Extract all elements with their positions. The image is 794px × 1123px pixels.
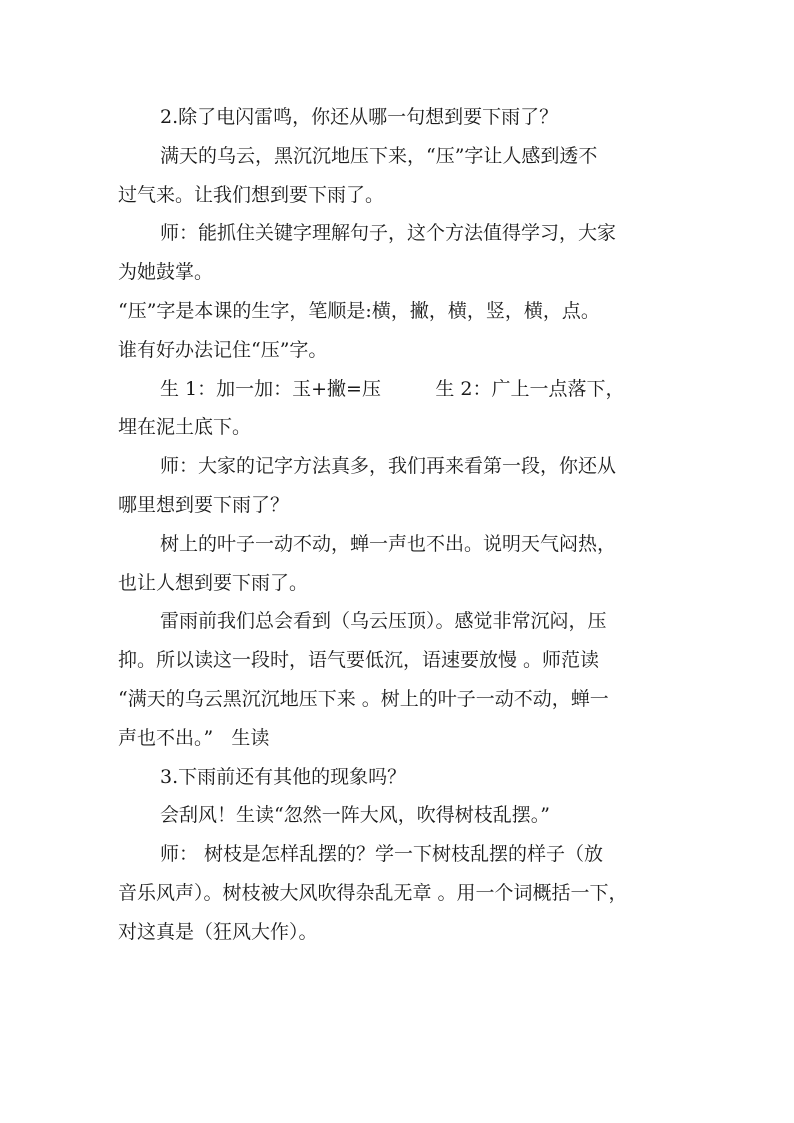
text-line-19: 会刮风！生读“忽然一阵大风，吹得树枝乱摆。” <box>160 804 550 827</box>
text-line-20: 师： 树枝是怎样乱摆的？学一下树枝乱摆的样子（放 <box>160 843 604 866</box>
text-line-15: 抑。所以读这一段时，语气要低沉，语速要放慢 。师范读 <box>118 649 600 672</box>
text-line-22: 对这真是（狂风大作）。 <box>118 920 318 943</box>
text-line-18: 3.下雨前还有其他的现象吗？ <box>160 765 407 788</box>
text-line-4: 师：能抓住关键字理解句子，这个方法值得学习，大家 <box>160 222 617 245</box>
text-line-7: 谁有好办法记住“压”字。 <box>118 338 328 361</box>
text-line-11: 哪里想到要下雨了？ <box>118 493 290 516</box>
text-line-9: 埋在泥土底下。 <box>118 416 252 439</box>
text-line-17: 声也不出。” 生读 <box>118 726 270 749</box>
text-line-10: 师：大家的记字方法真多，我们再来看第一段，你还从 <box>160 455 617 478</box>
text-line-21: 音乐风声）。树枝被大风吹得杂乱无章 。用一个词概括一下， <box>118 881 628 904</box>
text-line-16: “满天的乌云黑沉沉地压下来 。树上的叶子一动不动，蝉一 <box>118 687 609 710</box>
document-page <box>118 98 673 952</box>
text-line-8: 生 1：加一加：玉+撇=压 生 2：广上一点落下， <box>160 377 625 400</box>
text-line-6: “压”字是本课的生字，笔顺是:横，撇，横，竖，横，点。 <box>118 299 600 322</box>
text-line-1: 2.除了电闪雷鸣，你还从哪一句想到要下雨了？ <box>160 106 559 128</box>
text-line-3: 过气来。让我们想到要下雨了。 <box>118 183 385 206</box>
text-line-5: 为她鼓掌。 <box>118 261 214 284</box>
text-line-13: 也让人想到要下雨了。 <box>118 571 309 594</box>
text-line-12: 树上的叶子一动不动，蝉一声也不出。说明天气闷热， <box>160 532 617 555</box>
text-line-2: 满天的乌云，黑沉沉地压下来，“压”字让人感到透不 <box>160 144 598 167</box>
text-line-14: 雷雨前我们总会看到（乌云压顶）。感觉非常沉闷，压 <box>160 610 607 633</box>
